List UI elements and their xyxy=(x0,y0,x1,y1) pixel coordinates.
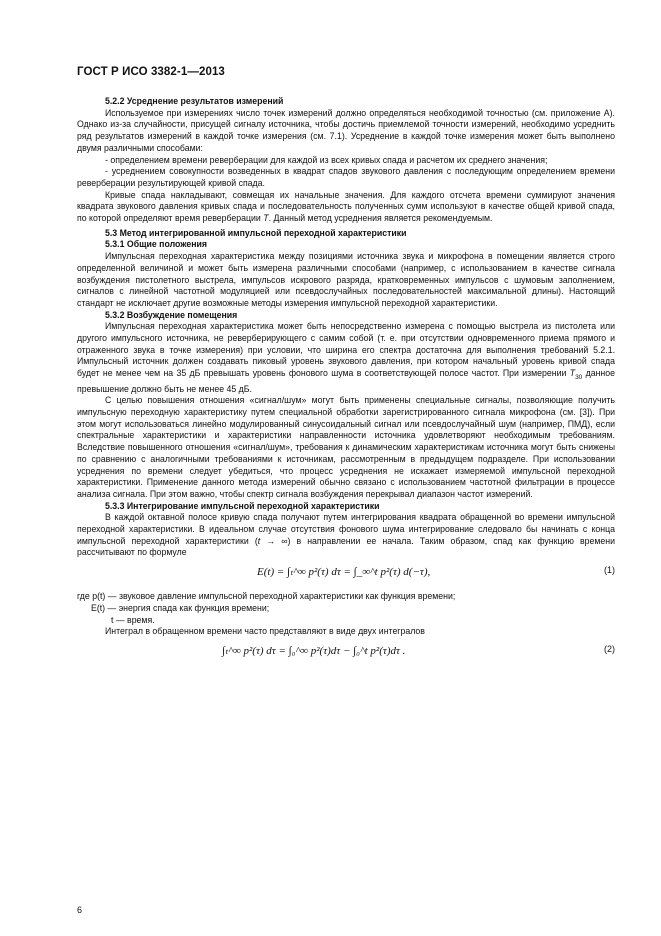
section-heading-5-3-1: 5.3.1 Общие положения xyxy=(105,239,207,250)
section-heading-5-3-3: 5.3.3 Интегрирование импульсной переходной характеристики xyxy=(105,500,380,511)
section-heading-5-3: 5.3 Метод интегрированной импульсной переходной характеристики xyxy=(105,227,407,238)
definition-t: t — время. xyxy=(111,614,155,625)
paragraph: Интеграл в обращенном времени часто представляют в виде двух интегралов xyxy=(105,626,425,637)
formula-1-expression: E(t) = ∫ₜ^∞ p²(τ) dτ = ∫_∞^t p²(τ) d(−τ), xyxy=(257,566,431,579)
formula-2 xyxy=(77,641,615,667)
section-heading-5-3-2: 5.3.2 Возбуждение помещения xyxy=(105,309,238,320)
formula-1-number: (1) xyxy=(604,565,615,576)
page-number: 6 xyxy=(77,905,83,915)
document-body xyxy=(77,96,615,670)
formula-1 xyxy=(77,562,615,588)
paragraph: Импульсная переходная характеристика между позициями источника звука и микрофона в помещении является строго определенной величиной и может быть измерена различными способами (например, с использованием в качестве сигнала возбуждения пистолетного выстрела, импульсов искрового разряда, кратковременных импульсов с шумовым заполнением, сигналов с линейной частотной модуляцией или псевдослучайных последовательностей максимальной длины). Настоящий стандарт не исключает другие возможные методы измерения импульсной переходной характеристики. xyxy=(77,251,615,308)
definition-e: E(t) — энергия спада как функция времени; xyxy=(91,602,270,613)
list-item: - усреднением совокупности возведенных в квадрат спадов звукового давления с последующим определением времени реверберации результирующей кривой спада. xyxy=(77,166,615,188)
list-item: - определением времени реверберации для каждой из всех кривых спада и расчетом их среднего значения; xyxy=(105,154,548,165)
paragraph: Импульсная переходная характеристика может быть непосредственно измерена с помощью выстрела из пистолета или другого импульсного источника, не реверберирующего с самим собой (т. е. при отсутствии одновременного приема прямого и отраженного звука в точке измерения) при условии, что ширина его спектра достаточна для выполнения требований 5.2.1. Импульсный источник должен создавать пиковый уровень звукового давления, при котором начальный уровень кривой спада будет не менее чем на 35 дБ превышать уровень фонового шума в соответствующей полосе частот. При измерении $T_{30}$ данное превышение должно быть не менее 45 дБ. xyxy=(77,321,615,394)
formula-2-expression: ∫ₜ^∞ p²(τ) dτ = ∫₀^∞ p²(τ)dτ − ∫₀^t p²(τ)dτ . xyxy=(222,644,406,657)
paragraph: С целью повышения отношения «сигнал/шум» могут быть применены специальные сигналы, позволяющие получить импульсную переходную характеристику путем специальной обработки зарегистрированного сигнала микрофона (см. [3]). При этом могут использоваться линейно модулированный синусоидальный сигнал или псевдослучайный шум (например, ПМД), если спектральные характеристики и характеристики направленности источника удовлетворяют необходимым требованиям. Вследствие повышенного отношения «сигнал/шум», требования к динамическим характеристикам источника могут быть снижены по сравнению с аналогичными требованиями к источникам, рассмотренным в предыдущем подразделе. При использовании усреднения по времени следует убедиться, что процесс усреднения не искажает измеряемой импульсной переходной характеристики. Применение данного метода измерений обычно связано с использованием частотной фильтрации в процессе анализа сигнала. При этом важно, чтобы спектр сигнала возбуждения перекрывал диапазон частот измерений. xyxy=(77,395,615,499)
paragraph: Используемое при измерениях число точек измерений должно определяться необходимой точностью (см. приложение А). Однако из-за случайности, присущей сигналу источника, чтобы достичь приемлемой точности измерений, необходимо усреднить ряд результатов измерений в каждой точке измерения (см. 7.1). Усреднение в каждой точке измерения может быть выполнено двумя различными способами: xyxy=(77,107,615,153)
paragraph: В каждой октавной полосе кривую спада получают путем интегрирования квадрата обращенной во времени импульсной переходной характеристики. В идеальном случае отсутствия фонового шума интегрирование следовало бы начинать с конца импульсной переходной характеристики (t → ∞) в направлении ее начала. Таким образом, спад как функцию времени рассчитывают по формуле xyxy=(77,512,616,558)
formula-2-number: (2) xyxy=(604,643,615,654)
section-heading-5-2-2: 5.2.2 Усреднение результатов измерений xyxy=(105,96,284,106)
definition-p: где p(t) — звуковое давление импульсной переходной характеристики как функция времени; xyxy=(77,591,456,602)
standard-header: ГОСТ Р ИСО 3382-1—2013 xyxy=(77,66,225,78)
paragraph: Кривые спада накладывают, совмещая их начальные значения. Для каждого отсчета времени суммируют значения квадрата звукового давления кривых спада и последовательность полученных сумм используют в качестве общей кривой спада, по которой определяют время реверберации T. Данный метод усреднения является рекомендуемым. xyxy=(77,189,615,224)
